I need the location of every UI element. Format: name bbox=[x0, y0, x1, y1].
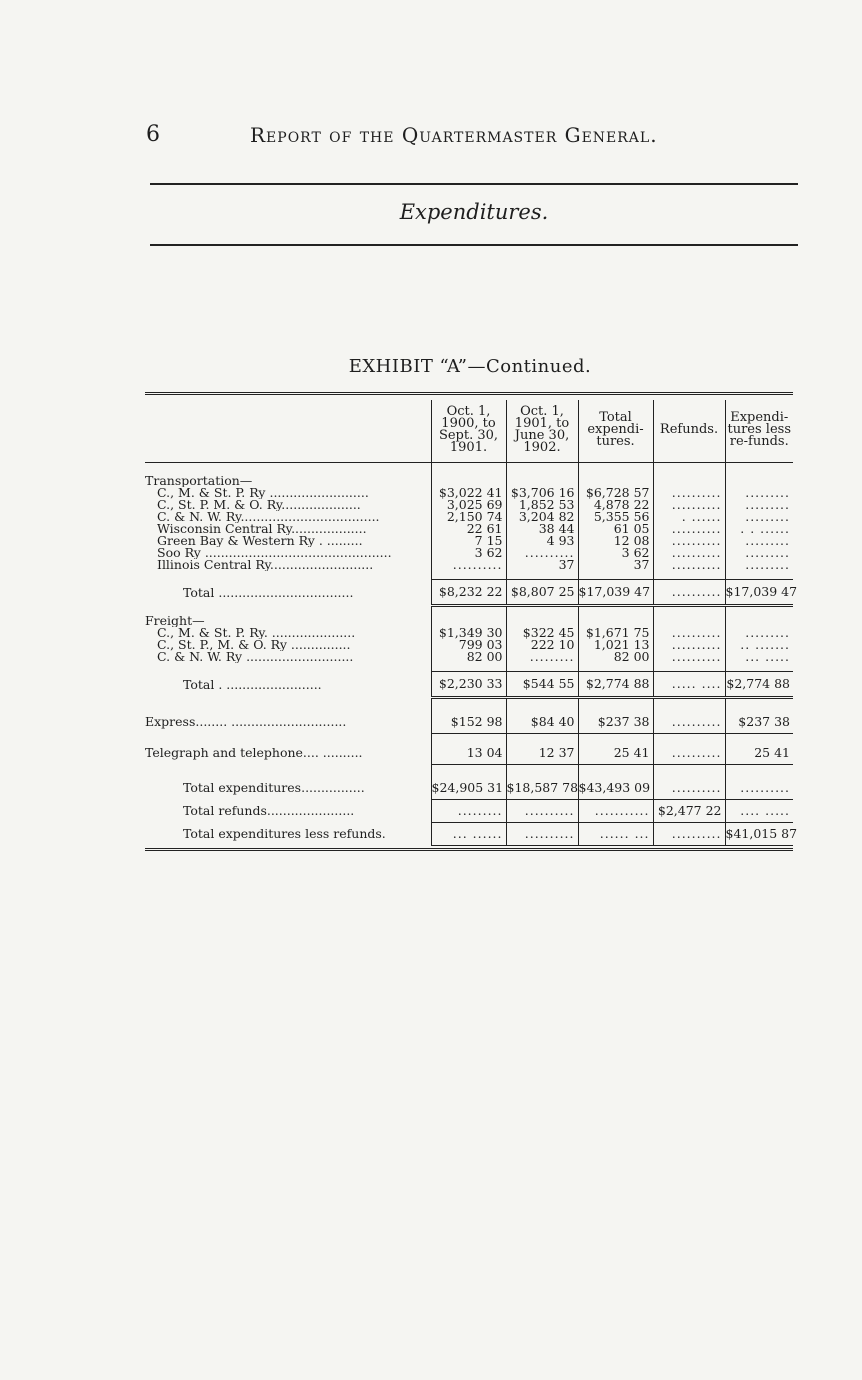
cell-value: .......... bbox=[653, 547, 725, 559]
row-label: C. & N. W. Ry................................... bbox=[157, 511, 380, 523]
cell-value: .......... bbox=[506, 823, 578, 846]
cell-value: .......... bbox=[653, 523, 725, 535]
table-bottom-rule bbox=[145, 848, 793, 856]
cell-value: 3 62 bbox=[431, 547, 506, 559]
cell-value: $3,022 41 bbox=[431, 487, 506, 499]
cell-value: 82 00 bbox=[431, 651, 506, 663]
cell-value: 4 93 bbox=[506, 535, 578, 547]
cell-value: 1,852 53 bbox=[506, 499, 578, 511]
cell-value: 12 37 bbox=[506, 742, 578, 765]
cell-value: 3,025 69 bbox=[431, 499, 506, 511]
cell-value: 5,355 56 bbox=[578, 511, 653, 523]
total-expenditures-row bbox=[145, 777, 793, 800]
cell-value: .......... bbox=[653, 499, 725, 511]
cell-value: 82 00 bbox=[578, 651, 653, 663]
cell-value: .......... bbox=[653, 627, 725, 639]
cell-value: $84 40 bbox=[506, 711, 578, 734]
cell-value: $17,039 47 bbox=[725, 580, 793, 606]
row-label: C., St. P., M. & O. Ry ............... bbox=[157, 639, 351, 651]
row-label: Express........ ............................. bbox=[145, 714, 347, 730]
row-label: Telegraph and telephone.... .......... bbox=[145, 745, 363, 761]
cell-value: $237 38 bbox=[725, 711, 793, 734]
row-label: Total . ........................ bbox=[183, 676, 322, 692]
row-label: Total .................................. bbox=[183, 584, 354, 600]
cell-value: $1,671 75 bbox=[578, 627, 653, 639]
cell-value: ......... bbox=[725, 499, 793, 511]
cell-value: ........... bbox=[578, 800, 653, 823]
expenditure-table bbox=[145, 392, 798, 856]
cell-value: 38 44 bbox=[506, 523, 578, 535]
cell-value: ......... bbox=[725, 627, 793, 639]
row-label: Illinois Central Ry.......................... bbox=[157, 559, 374, 571]
column-header: Expendi-tures less re-funds. bbox=[725, 400, 793, 463]
cell-value: ......... bbox=[725, 511, 793, 523]
cell-value: 12 08 bbox=[578, 535, 653, 547]
cell-value: .......... bbox=[653, 535, 725, 547]
cell-value: .......... bbox=[653, 580, 725, 606]
cell-value: .......... bbox=[431, 559, 506, 571]
total-refunds-row bbox=[145, 800, 793, 823]
cell-value: 25 41 bbox=[578, 742, 653, 765]
cell-value: 22 61 bbox=[431, 523, 506, 535]
express-row bbox=[145, 711, 793, 734]
freight-heading: Freight— bbox=[145, 615, 205, 627]
cell-value: $1,349 30 bbox=[431, 627, 506, 639]
column-header-row bbox=[145, 400, 793, 463]
cell-value: ...... ... bbox=[578, 823, 653, 846]
cell-value: $3,706 16 bbox=[506, 487, 578, 499]
cell-value: $41,015 87 bbox=[725, 823, 793, 846]
cell-value: .......... bbox=[653, 742, 725, 765]
transportation-total-row bbox=[145, 580, 793, 606]
cell-value: 1,021 13 bbox=[578, 639, 653, 651]
table-top-rule bbox=[145, 392, 793, 400]
cell-value: .......... bbox=[653, 651, 725, 663]
cell-value: 13 04 bbox=[431, 742, 506, 765]
table-row bbox=[145, 651, 793, 663]
cell-value: .... ..... bbox=[725, 800, 793, 823]
cell-value: .......... bbox=[653, 559, 725, 571]
cell-value: . ...... bbox=[653, 511, 725, 523]
row-label: C., St. P. M. & O. Ry.................... bbox=[157, 499, 361, 511]
row-label: Total expenditures less refunds. bbox=[183, 826, 386, 841]
cell-value: 4,878 22 bbox=[578, 499, 653, 511]
cell-value: .......... bbox=[653, 777, 725, 800]
cell-value: $18,587 78 bbox=[506, 777, 578, 800]
cell-value: 2,150 74 bbox=[431, 511, 506, 523]
cell-value: ... ...... bbox=[431, 823, 506, 846]
cell-value: ..... .... bbox=[653, 672, 725, 698]
row-label: C., M. & St. P. Ry ......................... bbox=[157, 487, 369, 499]
total-less-refunds-row bbox=[145, 823, 793, 846]
cell-value: .......... bbox=[653, 487, 725, 499]
cell-value: $17,039 47 bbox=[578, 580, 653, 606]
cell-value: . . ...... bbox=[725, 523, 793, 535]
cell-value: 3 62 bbox=[578, 547, 653, 559]
cell-value: $43,493 09 bbox=[578, 777, 653, 800]
cell-value: .......... bbox=[653, 639, 725, 651]
cell-value: $2,774 88 bbox=[725, 672, 793, 698]
column-header: Oct. 1, 1900, to Sept. 30, 1901. bbox=[431, 400, 506, 463]
row-label: Green Bay & Western Ry . ......... bbox=[157, 535, 363, 547]
cell-value: $152 98 bbox=[431, 711, 506, 734]
cell-value: $237 38 bbox=[578, 711, 653, 734]
cell-value: 222 10 bbox=[506, 639, 578, 651]
column-header: Oct. 1, 1901, to June 30, 1902. bbox=[506, 400, 578, 463]
cell-value: $544 55 bbox=[506, 672, 578, 698]
header-rule bbox=[150, 183, 798, 185]
cell-value: $8,807 25 bbox=[506, 580, 578, 606]
section-title: Expenditures. bbox=[399, 200, 549, 224]
cell-value: ......... bbox=[725, 559, 793, 571]
column-header: Total expendi-tures. bbox=[578, 400, 653, 463]
exhibit-title: EXHIBIT “A”—Continued. bbox=[348, 356, 592, 377]
cell-value: ......... bbox=[725, 487, 793, 499]
freight-total-row bbox=[145, 672, 793, 698]
cell-value: $2,477 22 bbox=[653, 800, 725, 823]
transportation-heading: Transportation— bbox=[145, 475, 253, 487]
cell-value: 799 03 bbox=[431, 639, 506, 651]
cell-value: ......... bbox=[431, 800, 506, 823]
cell-value: ... ..... bbox=[725, 651, 793, 663]
cell-value: $8,232 22 bbox=[431, 580, 506, 606]
cell-value: 37 bbox=[506, 559, 578, 571]
cell-value: ......... bbox=[725, 535, 793, 547]
cell-value: $322 45 bbox=[506, 627, 578, 639]
table-row bbox=[145, 559, 793, 571]
row-label: Wisconsin Central Ry................... bbox=[157, 523, 367, 535]
cell-value: $2,230 33 bbox=[431, 672, 506, 698]
running-title: Report of the Quartermaster General. bbox=[250, 123, 658, 147]
cell-value: 7 15 bbox=[431, 535, 506, 547]
row-label: C., M. & St. P. Ry. ..................... bbox=[157, 627, 356, 639]
section-rule bbox=[150, 244, 798, 246]
row-label: C. & N. W. Ry ........................... bbox=[157, 651, 354, 663]
cell-value: .......... bbox=[653, 823, 725, 846]
row-label: Soo Ry ............................................... bbox=[157, 547, 392, 559]
cell-value: ......... bbox=[725, 547, 793, 559]
cell-value: $2,774 88 bbox=[578, 672, 653, 698]
cell-value: 61 05 bbox=[578, 523, 653, 535]
cell-value: .......... bbox=[653, 711, 725, 734]
cell-value: $24,905 31 bbox=[431, 777, 506, 800]
cell-value: .......... bbox=[506, 800, 578, 823]
header-blank bbox=[145, 400, 431, 463]
page-number: 6 bbox=[146, 122, 160, 147]
cell-value: 3,204 82 bbox=[506, 511, 578, 523]
cell-value: ......... bbox=[506, 651, 578, 663]
telegraph-row bbox=[145, 742, 793, 765]
column-header: Refunds. bbox=[653, 400, 725, 463]
row-label: Total expenditures................ bbox=[183, 780, 365, 796]
cell-value: .......... bbox=[725, 777, 793, 800]
row-label: Total refunds...................... bbox=[183, 803, 355, 818]
cell-value: 25 41 bbox=[725, 742, 793, 765]
cell-value: $6,728 57 bbox=[578, 487, 653, 499]
cell-value: .......... bbox=[506, 547, 578, 559]
cell-value: .. ....... bbox=[725, 639, 793, 651]
cell-value: 37 bbox=[578, 559, 653, 571]
